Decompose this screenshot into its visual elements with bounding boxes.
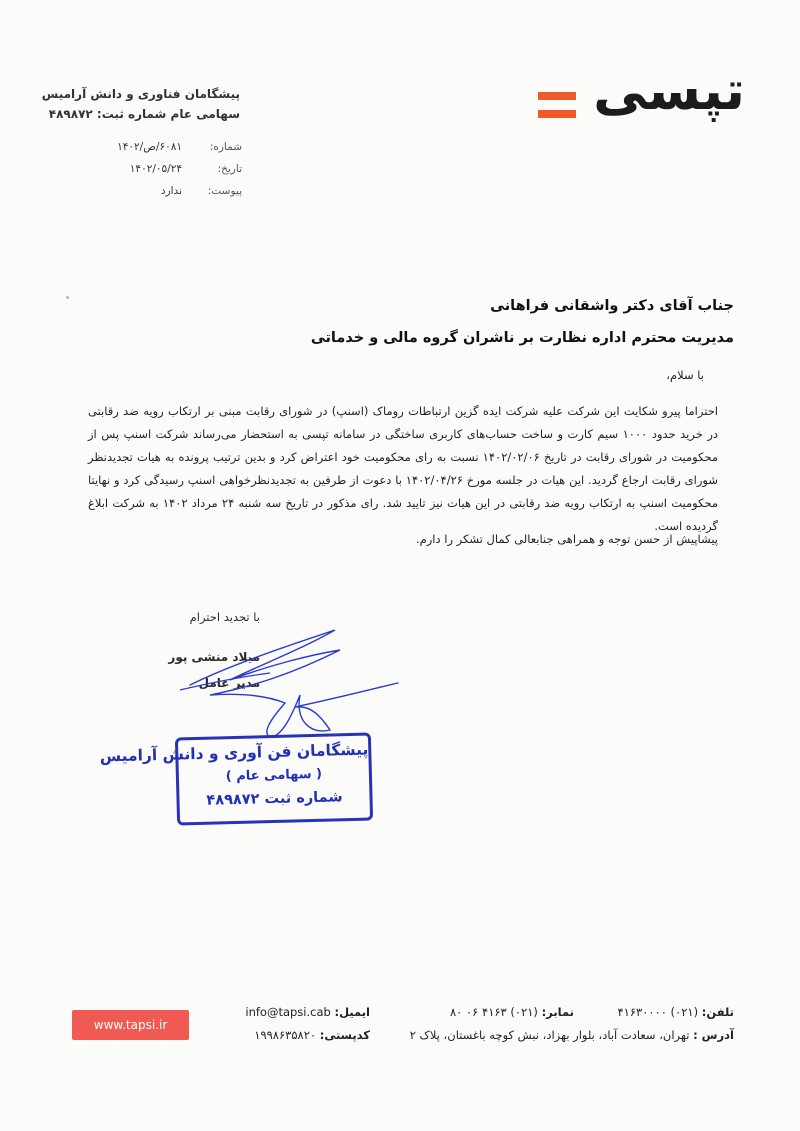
meta-number-row xyxy=(82,136,242,158)
meta-date-label: تاریخ: xyxy=(217,163,242,175)
addressee-department: مدیریت محترم اداره نظارت بر ناشران گروه مالی و خدماتی xyxy=(310,330,734,346)
footer-phone-value: (۰۲۱) ۴۱۶۳۰۰۰۰ xyxy=(617,1005,699,1019)
page-speck xyxy=(66,296,69,299)
signer-title: مدیر عامل xyxy=(198,676,260,690)
logo-text: تپسی xyxy=(593,59,745,122)
company-name: پیشگامان فناوری و دانش آرامیس xyxy=(41,87,240,101)
addressee-name: جناب آقای دکتر واشقانی فراهانی xyxy=(490,298,734,314)
meta-date-value: ۱۴۰۲/۰۵/۲۴ xyxy=(129,163,182,175)
footer-email xyxy=(245,1005,370,1019)
addressee xyxy=(174,290,734,354)
footer-email-value[interactable]: info@tapsi.cab xyxy=(245,1005,331,1019)
website-badge[interactable]: www.tapsi.ir xyxy=(72,1010,189,1040)
meta-number-label: شماره: xyxy=(209,141,242,153)
footer-address-value: تهران، سعادت آباد، بلوار بهزاد، نبش کوچه باغستان، پلاک ۲ xyxy=(409,1028,690,1042)
footer-phone xyxy=(617,1005,734,1019)
footer-address xyxy=(410,1028,734,1042)
footer-fax xyxy=(450,1005,574,1019)
company-registration: سهامی عام شماره ثبت: ۴۸۹۸۷۲ xyxy=(48,107,240,121)
stamp-company-name: پیشگامان فن آوری و دانش آرامیس xyxy=(99,740,369,766)
logo-bar-icon xyxy=(538,110,576,118)
footer-postal-value: ۱۹۹۸۶۳۵۸۲۰ xyxy=(254,1028,317,1042)
meta-attachment-row xyxy=(82,180,242,202)
logo-bar-icon xyxy=(538,92,576,100)
meta-attachment-label: پیوست: xyxy=(207,185,242,197)
footer-postal-label: کدپستی: xyxy=(319,1028,370,1042)
letter-body: احتراما پیرو شکایت این شرکت علیه شرکت ایده گزین ارتباطات روماک (اسنپ) در شورای رقابت مبنی بر ارتکاب رویه ضد رقابتی در خرید حدود ۱۰۰۰ سیم کارت و ساخت حساب‌های کاربری ساختگی در سامانه تپسی به استحضار می‌رساند شرکت اسنپ پس از محکومیت در شورای رقابت در تاریخ ۱۴۰۲/۰۲/۰۶ نسبت به رای محکومیت خود اعتراض کرد و بدین ترتیب پرونده به هیات تجدیدنظر شورای رقابت ارجاع گردید. این هیات در جلسه مورخ ۱۴۰۲/۰۴/۲۶ با دعوت از طرفین به تجدیدنظرخواهی اسنپ رسیدگی کرد و نهایتا محکومیت اسنپ به ارتکاب رویه ضد رقابتی در این هیات نیز تایید شد. رای مذکور در تاریخ سه شنبه ۲۴ مرداد ۱۴۰۲ به شرکت ابلاغ گردیده است. xyxy=(88,404,718,533)
closing-regards: با تجدید احترام xyxy=(189,610,260,624)
meta-date-row xyxy=(82,158,242,180)
thanks-line: پیشاپیش از حسن توجه و همراهی جنابعالی کمال تشکر را دارم. xyxy=(415,532,718,546)
footer-address-label: آدرس : xyxy=(693,1028,734,1042)
footer-fax-label: نمابر: xyxy=(541,1005,574,1019)
stamp-company-type: ( سهامی عام ) xyxy=(225,766,323,785)
meta-number-value: ۶۰۸۱/ص/۱۴۰۲ xyxy=(117,141,182,153)
stamp-registration: شماره ثبت ۴۸۹۸۷۲ xyxy=(206,789,343,809)
footer-postal xyxy=(254,1028,370,1042)
company-header xyxy=(40,84,240,124)
footer-email-label: ایمیل: xyxy=(334,1005,370,1019)
tapsi-logo xyxy=(530,59,745,130)
footer-fax-value: (۰۲۱) ۴۱۶۳ ۰۶ ۸۰ xyxy=(449,1005,538,1019)
signer-name: میلاد منشی پور xyxy=(168,650,260,664)
greeting: با سلام، xyxy=(666,368,704,382)
meta-attachment-value: ندارد xyxy=(160,185,182,197)
footer-phone-label: تلفن: xyxy=(701,1005,734,1019)
letter-meta xyxy=(82,136,242,202)
company-stamp xyxy=(99,732,373,825)
